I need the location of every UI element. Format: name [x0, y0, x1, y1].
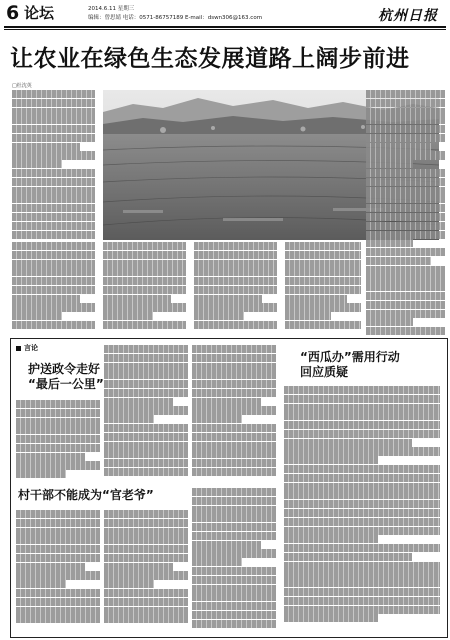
text-line [16, 528, 100, 536]
text-line [12, 286, 95, 294]
forum-label-text: 言论 [24, 344, 38, 352]
text-line [366, 143, 431, 151]
text-line [12, 178, 95, 186]
text-column [285, 242, 361, 338]
forum-article-headline: “西瓜办”需用行动 回应质疑 [300, 350, 400, 379]
text-line [12, 321, 95, 329]
text-line [12, 134, 95, 142]
text-line [192, 541, 261, 549]
lead-headline: 让农业在绿色生态发展道路上阔步前进 [10, 46, 410, 72]
text-line [192, 442, 276, 450]
text-line [192, 459, 276, 467]
text-line [192, 567, 276, 575]
text-line [16, 453, 85, 461]
text-line [104, 598, 188, 606]
text-line [192, 406, 276, 414]
text-line [366, 99, 445, 107]
text-line [366, 231, 445, 239]
masthead-rule-thin [4, 29, 446, 30]
text-line [12, 222, 95, 230]
text-line [104, 442, 188, 450]
text-line [104, 589, 188, 597]
text-line [194, 303, 277, 311]
text-line [366, 160, 413, 168]
text-line [284, 412, 440, 420]
forum-label [16, 343, 38, 353]
text-line [366, 327, 445, 335]
text-line [192, 549, 276, 557]
text-line [104, 354, 188, 362]
text-line [366, 257, 431, 265]
text-line [284, 395, 440, 403]
text-line [103, 260, 186, 268]
text-line [194, 312, 244, 320]
text-line [366, 116, 445, 124]
text-line [103, 286, 186, 294]
text-line [366, 195, 445, 203]
text-line [366, 318, 413, 326]
text-line [284, 606, 440, 614]
text-line [104, 528, 188, 536]
text-line [103, 303, 186, 311]
text-line [12, 268, 95, 276]
text-line [104, 371, 188, 379]
text-line [192, 424, 276, 432]
masthead [0, 0, 450, 28]
text-line [285, 251, 361, 259]
text-line [285, 321, 361, 329]
text-line [104, 424, 188, 432]
text-line [285, 312, 331, 320]
text-line [284, 491, 440, 499]
text-line [12, 169, 95, 177]
text-line [104, 615, 188, 623]
text-line [194, 242, 277, 250]
text-line [192, 398, 261, 406]
text-column [16, 510, 100, 632]
text-line [103, 312, 153, 320]
text-line [192, 380, 276, 388]
text-line [366, 274, 445, 282]
text-line [104, 459, 188, 467]
text-line [104, 519, 188, 527]
text-line [284, 614, 378, 622]
text-line [366, 292, 445, 300]
text-line [285, 268, 361, 276]
text-line [12, 242, 95, 250]
text-line [12, 90, 95, 98]
text-line [192, 620, 276, 628]
text-line [366, 151, 445, 159]
text-line [366, 108, 445, 116]
text-line [366, 204, 445, 212]
text-line [194, 251, 277, 259]
text-line [12, 108, 95, 116]
text-line [366, 178, 445, 186]
text-line [284, 483, 440, 491]
text-line [103, 251, 186, 259]
text-line [12, 213, 95, 221]
text-line [366, 310, 445, 318]
text-line [192, 488, 276, 496]
text-line [192, 523, 276, 531]
text-line [104, 389, 188, 397]
text-line [12, 303, 95, 311]
text-line [366, 134, 445, 142]
text-line [284, 509, 440, 517]
text-line [192, 514, 276, 522]
text-column [192, 488, 276, 632]
text-line [284, 562, 440, 570]
text-line [16, 400, 100, 408]
text-line [285, 286, 361, 294]
text-line [284, 421, 440, 429]
text-line [16, 519, 100, 527]
text-line [194, 277, 277, 285]
text-column [194, 242, 277, 338]
text-line [284, 527, 440, 535]
text-line [285, 260, 361, 268]
text-line [12, 187, 95, 195]
lead-byline: □杜沈英 [12, 83, 32, 89]
text-line [104, 345, 188, 353]
text-line [284, 579, 440, 587]
text-line [366, 90, 445, 98]
text-line [104, 415, 154, 423]
text-line [366, 283, 445, 291]
text-line [285, 303, 361, 311]
text-column [366, 90, 445, 338]
text-line [284, 404, 440, 412]
text-line [104, 406, 188, 414]
text-line [104, 433, 188, 441]
text-line [284, 535, 378, 543]
text-line [285, 277, 361, 285]
text-line [103, 277, 186, 285]
text-line [192, 611, 276, 619]
text-line [16, 426, 100, 434]
text-line [284, 544, 440, 552]
bullet-icon [16, 346, 21, 351]
text-line [192, 576, 276, 584]
text-line [192, 602, 276, 610]
text-line [192, 354, 276, 362]
text-line [16, 461, 100, 469]
text-line [12, 99, 95, 107]
text-line [104, 450, 188, 458]
text-line [366, 239, 413, 247]
text-line [16, 607, 100, 615]
text-line [12, 204, 95, 212]
text-line [192, 593, 276, 601]
text-column [16, 400, 100, 480]
text-line [12, 195, 95, 203]
text-line [16, 470, 66, 478]
text-line [194, 286, 277, 294]
text-line [104, 468, 188, 476]
text-line [16, 536, 100, 544]
text-line [284, 518, 440, 526]
text-line [16, 554, 100, 562]
text-line [366, 248, 445, 256]
text-line [192, 532, 276, 540]
text-line [192, 497, 276, 505]
text-column [284, 386, 440, 632]
text-line [284, 500, 440, 508]
text-line [366, 187, 445, 195]
text-line [192, 363, 276, 371]
text-line [104, 545, 188, 553]
text-line [192, 389, 276, 397]
text-column [12, 242, 95, 338]
text-line [12, 260, 95, 268]
text-line [192, 506, 276, 514]
text-line [12, 277, 95, 285]
text-line [16, 418, 100, 426]
text-line [12, 160, 62, 168]
text-line [366, 169, 445, 177]
text-line [192, 345, 276, 353]
text-line [284, 465, 440, 473]
text-line [194, 260, 277, 268]
page-number: 6 [6, 2, 20, 24]
text-line [366, 301, 445, 309]
text-line [104, 554, 188, 562]
text-line [284, 447, 440, 455]
text-line [12, 312, 62, 320]
text-column [104, 510, 188, 632]
text-line [284, 456, 378, 464]
text-line [104, 563, 173, 571]
text-line [194, 321, 277, 329]
text-line [16, 444, 100, 452]
text-line [16, 571, 100, 579]
text-line [284, 386, 440, 394]
text-line [12, 116, 95, 124]
text-line [285, 242, 361, 250]
text-line [192, 585, 276, 593]
text-line [103, 268, 186, 276]
text-line [104, 607, 188, 615]
text-line [16, 589, 100, 597]
text-line [12, 151, 95, 159]
text-column [103, 242, 186, 338]
text-line [192, 371, 276, 379]
text-column [104, 345, 188, 480]
text-line [16, 409, 100, 417]
text-line [284, 597, 440, 605]
text-column [192, 345, 276, 480]
text-line [104, 580, 154, 588]
editors-line: 编辑：曾思婧 电话：0571-86757189 E-mail：dswn306@163.com [88, 15, 263, 21]
text-line [16, 510, 100, 518]
text-line [12, 295, 80, 303]
text-line [16, 545, 100, 553]
text-line [192, 450, 276, 458]
masthead-rule [4, 26, 446, 28]
text-column [12, 90, 95, 240]
paper-logo: 杭州日报 [378, 8, 438, 24]
text-line [192, 415, 242, 423]
text-line [12, 143, 80, 151]
text-line [284, 474, 440, 482]
text-line [284, 588, 440, 596]
forum-article-headline: 护送政令走好 “最后一公里” [28, 362, 104, 391]
text-line [104, 363, 188, 371]
text-line [12, 231, 95, 239]
text-line [366, 266, 445, 274]
text-line [104, 536, 188, 544]
text-line [284, 439, 412, 447]
text-line [103, 295, 171, 303]
text-line [16, 615, 100, 623]
text-line [192, 468, 276, 476]
text-line [192, 558, 242, 566]
text-line [194, 295, 262, 303]
date-line: 2014.6.11 星期三 [88, 6, 135, 12]
text-line [366, 222, 445, 230]
text-line [366, 125, 445, 133]
text-line [12, 251, 95, 259]
text-line [284, 553, 412, 561]
text-line [16, 435, 100, 443]
text-line [103, 242, 186, 250]
text-line [194, 268, 277, 276]
forum-article-headline: 村干部不能成为“官老爷” [18, 488, 154, 502]
text-line [285, 295, 347, 303]
text-line [192, 433, 276, 441]
text-line [104, 398, 173, 406]
text-line [16, 563, 85, 571]
text-line [104, 510, 188, 518]
text-line [284, 430, 440, 438]
text-line [104, 380, 188, 388]
text-line [366, 213, 445, 221]
text-line [12, 125, 95, 133]
text-line [16, 580, 66, 588]
section-title: 论坛 [24, 4, 55, 22]
text-line [284, 570, 440, 578]
text-line [16, 598, 100, 606]
text-line [104, 571, 188, 579]
text-line [103, 321, 186, 329]
